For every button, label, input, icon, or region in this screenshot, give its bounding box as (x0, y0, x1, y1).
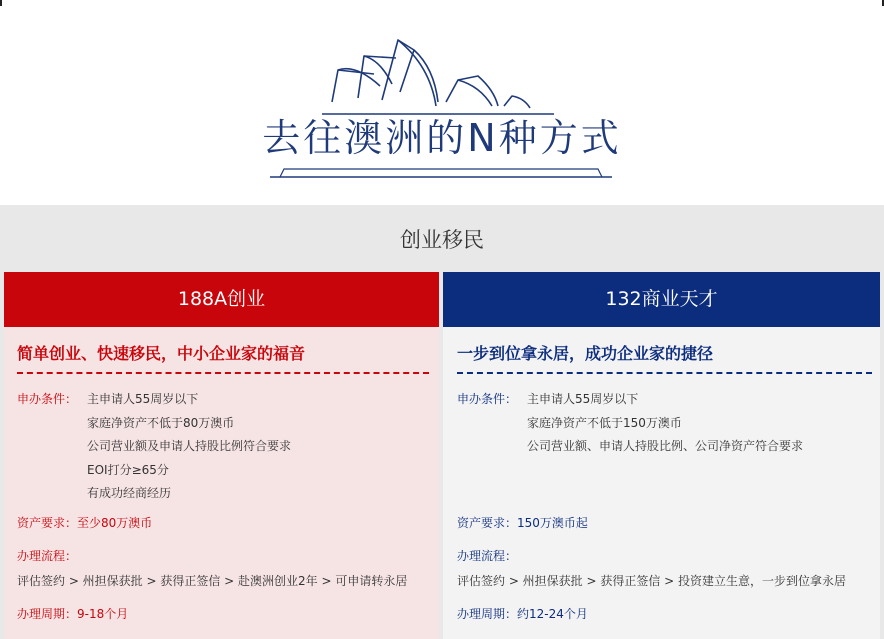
condition-item: 家庭净资产不低于150万澳币 (527, 415, 682, 430)
conditions-label: 申办条件： (457, 392, 518, 406)
processing-period: 办理周期：9-18个月 (17, 607, 129, 621)
column-header-132: 132商业天才 (443, 272, 880, 327)
process-steps: 评估签约 > 州担保获批 > 获得正签信 > 投资建立生意，一步到位拿永居 (457, 574, 847, 588)
conditions-list (527, 389, 803, 460)
column-132 (443, 327, 880, 639)
sydney-opera-house-icon (318, 36, 562, 124)
panel-title: 创业移民 (400, 228, 484, 252)
process-label: 办理流程： (457, 549, 518, 563)
business-migration-panel (0, 205, 884, 639)
column-header-188a: 188A创业 (4, 272, 439, 327)
condition-item: EOI打分≥65分 (87, 462, 169, 477)
page-title: 去往澳洲的N种方式 (262, 116, 622, 160)
dashed-divider (457, 372, 872, 374)
dashed-divider (17, 372, 429, 374)
title-underline (270, 165, 612, 179)
asset-requirement: 资产要求：150万澳币起 (457, 516, 588, 530)
slogan: 简单创业、快速移民，中小企业家的福音 (17, 344, 306, 363)
condition-item: 公司营业额、申请人持股比例、公司净资产符合要求 (527, 439, 804, 453)
asset-requirement: 资产要求：至少80万澳币 (17, 516, 153, 530)
process-label: 办理流程： (17, 549, 78, 563)
slogan: 一步到位拿永居，成功企业家的捷径 (457, 344, 714, 363)
processing-period: 办理周期：约12-24个月 (457, 607, 588, 621)
condition-item: 主申请人55周岁以下 (527, 392, 639, 406)
column-188a (4, 327, 439, 639)
conditions-list (87, 389, 291, 507)
conditions-label: 申办条件： (17, 392, 78, 406)
condition-item: 家庭净资产不低于80万澳币 (87, 415, 235, 430)
condition-item: 主申请人55周岁以下 (87, 392, 199, 406)
process-steps: 评估签约 > 州担保获批 > 获得正签信 > 赴澳洲创业2年 > 可申请转永居 (17, 574, 408, 588)
condition-item: 公司营业额及申请人持股比例符合要求 (87, 439, 292, 453)
condition-item: 有成功经商经历 (87, 486, 172, 500)
page-header (0, 0, 884, 205)
